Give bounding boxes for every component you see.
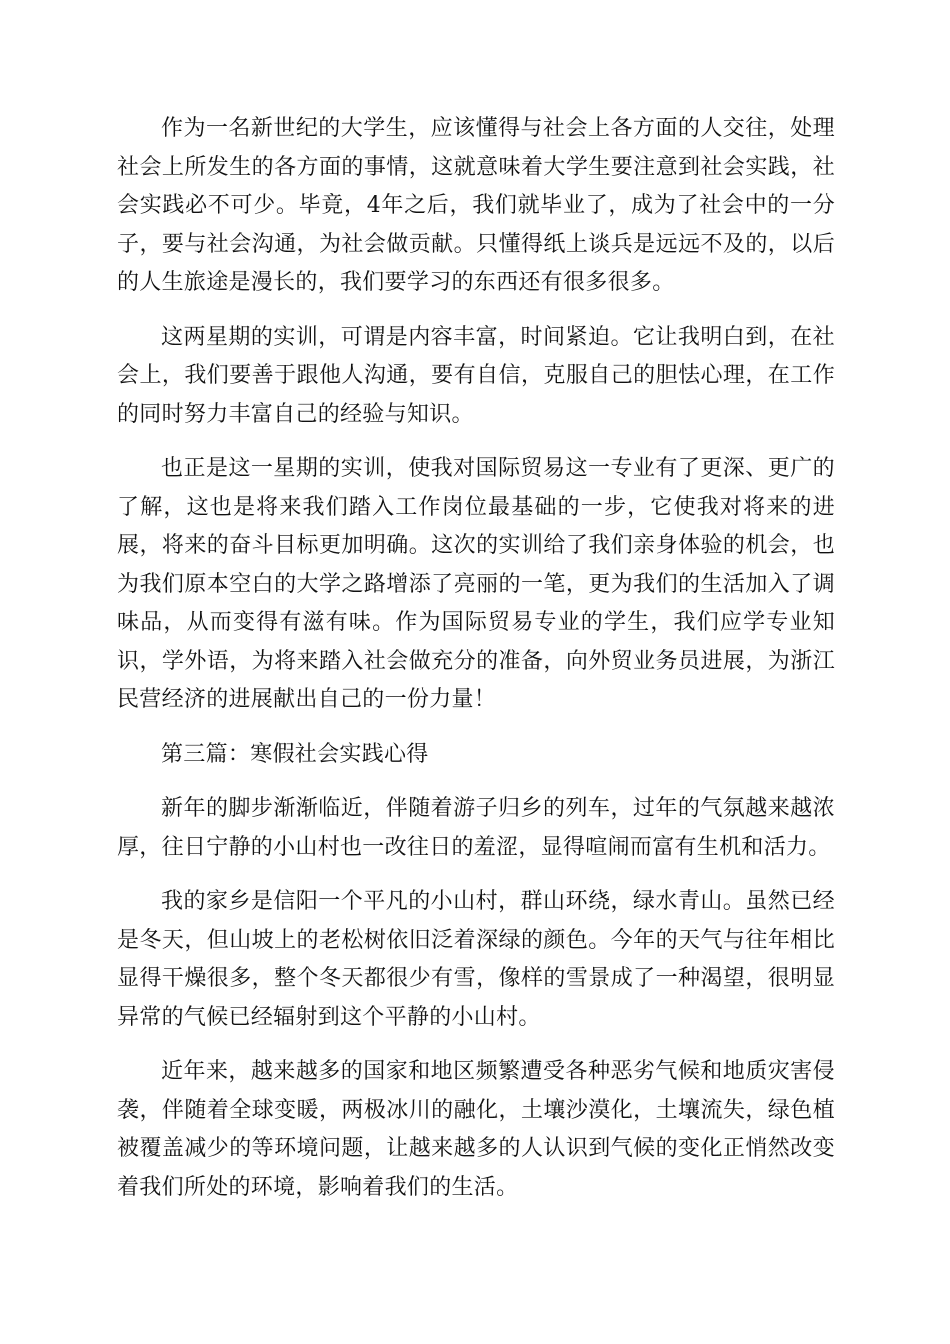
paragraph-international-trade-training: 也正是这一星期的实训，使我对国际贸易这一专业有了更深、更广的了解，这也是将来我们踏入工作岗位最基础的一步，它使我对将来的进展，将来的奋斗目标更加明确。这次的实训给了我们亲身体验的机会，也为我们原本空白的大学之路增添了亮丽的一笔，更为我们的生活加入了调味品，从而变得有滋有味。作为国际贸易专业的学生，我们应学专业知识，学外语，为将来踏入社会做充分的准备，向外贸业务员进展，为浙江民营经济的进展献出自己的一份力量！: [117, 456, 835, 712]
paragraph-hometown-village: 我的家乡是信阳一个平凡的小山村，群山环绕，绿水青山。虽然已经是冬天，但山坡上的老松树依旧泛着深绿的颜色。今年的天气与往年相比显得干燥很多，整个冬天都很少有雪，像样的雪景成了一种渴望，很明显异常的气候已经辐射到这个平静的小山村。: [117, 889, 835, 1030]
document-body: [117, 110, 835, 1223]
paragraph-college-student-social-practice: 作为一名新世纪的大学生，应该懂得与社会上各方面的人交往，处理社会上所发生的各方面的事情，这就意味着大学生要注意到社会实践，社会实践必不可少。毕竟，4年之后，我们就毕业了，成为了社会中的一分子，要与社会沟通，为社会做贡献。只懂得纸上谈兵是远远不及的，以后的人生旅途是漫长的，我们要学习的东西还有很多很多。: [117, 116, 835, 295]
paragraph-new-year-approaching: 新年的脚步渐渐临近，伴随着游子归乡的列车，过年的气氛越来越浓厚，往日宁静的小山村也一改往日的羞涩，显得喧闹而富有生机和活力。: [117, 796, 835, 860]
paragraph-climate-change: 近年来，越来越多的国家和地区频繁遭受各种恶劣气候和地质灾害侵袭，伴随着全球变暖，两极冰川的融化，土壤沙漠化，土壤流失，绿色植被覆盖减少的等环境问题，让越来越多的人认识到气候的变化正悄然改变着我们所处的环境，影响着我们的生活。: [117, 1059, 835, 1200]
paragraph-two-week-training: 这两星期的实训，可谓是内容丰富，时间紧迫。它让我明白到，在社会上，我们要善于跟他人沟通，要有自信，克服自己的胆怯心理，在工作的同时努力丰富自己的经验与知识。: [117, 324, 835, 427]
section-heading: 第三篇：寒假社会实践心得: [161, 741, 429, 767]
